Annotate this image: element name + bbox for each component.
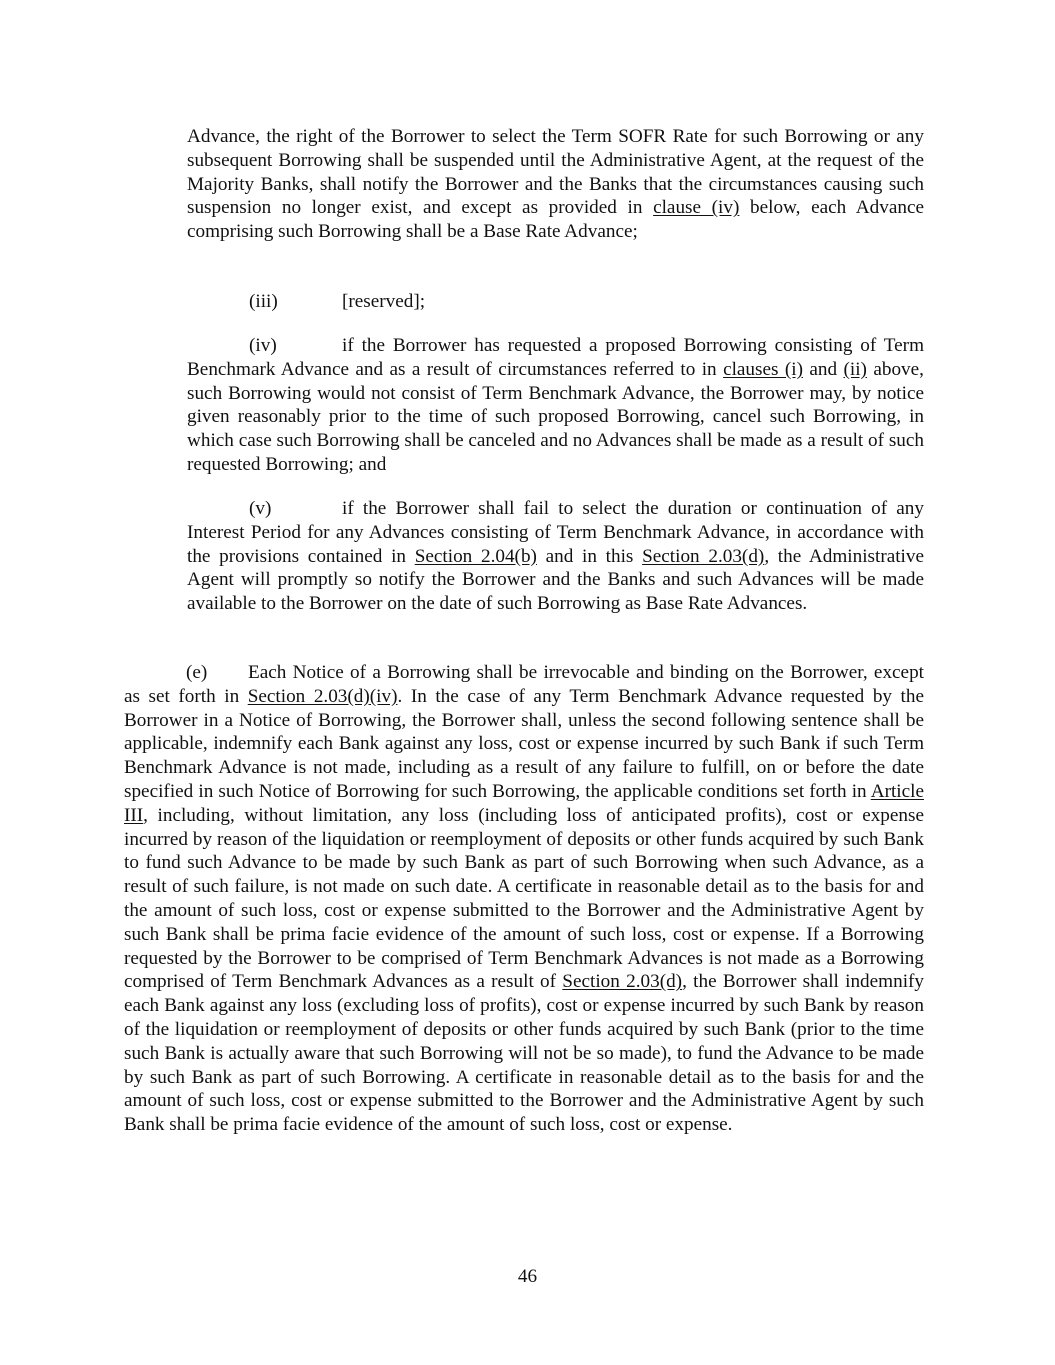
clause-number: (e) (186, 662, 208, 683)
paragraph-text: below, each Advance comprising such Borrowing shall be a Base Rate Advance; (187, 197, 924, 243)
clause-number: (iv) (249, 335, 277, 356)
cross-reference-section-2-03-d-iv: Section 2.03(d)(iv) (247, 685, 398, 707)
paragraph-text: Advance, the right of the Borrower to select the Term SOFR Rate for such Borrowing or any subsequent Borrowing shall be suspended until the Administrative Agent, at the request of the Majority Banks, shall notify the Borrower and the Banks that the circumstances causing such suspension no longer exist, and except as provided in (187, 126, 924, 219)
paragraph-text: and (802, 358, 844, 380)
cross-reference-section-2-04-b: Section 2.04(b) (414, 545, 537, 567)
paragraph-text: , including, without limitation, any loss (including loss of anticipated profits), cost or expense incurred by reason of the liquidation or reemployment of deposits or other funds acquired by such Bank to fund such Advance to be made by such Bank as part of such Borrowing when such Advance, as a result of such failure, is not made on such date. A certificate in reasonable detail as to the basis for and the amount of such loss, cost or expense submitted to the Borrower and the Administrative Agent by such Bank shall be prima facie evidence of the amount of such loss, cost or expense. If a Borrowing requested by the Borrower to be comprised of Term Benchmark Advances is not made as a Borrowing comprised of Term Benchmark Advances as a result of (124, 804, 924, 993)
paragraph-text: if the Borrower has requested a proposed Borrowing consisting of Term Benchmark Advance and as a result of circumstances referred to in (187, 335, 924, 380)
paragraph-iii (187, 290, 924, 314)
cross-reference-section-2-03-d: Section 2.03(d) (642, 545, 765, 567)
cross-reference-article-iii: Article III (124, 780, 924, 826)
paragraph-text: , the Borrower shall indemnify each Bank against any loss (excluding loss of profits), cost or expense incurred by such Bank by reason of the liquidation or reemployment of deposits or other funds acquired by such Bank (prior to the time such Bank is actually aware that such Borrowing will not be so made), to fund the Advance to be made by such Bank as part of such Borrowing. A certificate in reasonable detail as to the basis for and the amount of such loss, cost or expense submitted to the Borrower and the Administrative Agent by such Bank shall be prima facie evidence of the amount of such loss, cost or expense. (124, 971, 925, 1136)
cross-reference-clauses-i: clauses (i) (723, 358, 803, 380)
paragraph-text: above, such Borrowing would not consist of Term Benchmark Advance, the Borrower may, by notice given reasonably prior to the time of such proposed Borrowing, cancel such Borrowing, in which case such Borrowing shall be canceled and no Advances shall be made as a result of such requested Borrowing; and (187, 358, 924, 475)
paragraph-text: Each Notice of a Borrowing shall be irrevocable and binding on the Borrower, except as set forth in (124, 662, 924, 707)
paragraph-e (124, 661, 924, 1137)
paragraph-text: and in this (536, 545, 643, 567)
paragraph-v (187, 497, 924, 616)
paragraph-text: if the Borrower shall fail to select the duration or continuation of any Interest Period for any Advances consisting of Term Benchmark Advance, in accordance with the provisions contained in (187, 498, 924, 567)
paragraph-text: [reserved]; (342, 291, 426, 312)
cross-reference-clause-iv: clause (iv) (653, 197, 740, 219)
paragraph-text: . In the case of any Term Benchmark Advance requested by the Borrower in a Notice of Borrowing, the Borrower shall, unless the second following sentence shall be applicable, indemnify each Bank against any loss, cost or expense incurred by such Bank if such Term Benchmark Advance is not made, including as a result of any failure to fulfill, on or before the date specified in such Notice of Borrowing for such Borrowing, the applicable conditions set forth in (124, 685, 924, 802)
paragraph-ii-continuation (187, 125, 924, 244)
paragraph-text: , the Administrative Agent will promptly so notify the Borrower and the Banks and such Advances will be made available to the Borrower on the date of such Borrowing as Base Rate Advances. (187, 545, 924, 615)
clause-number: (iii) (249, 291, 278, 312)
cross-reference-ii: (ii) (843, 358, 867, 380)
page-number: 46 (517, 1266, 538, 1287)
clause-number: (v) (249, 498, 272, 519)
cross-reference-section-2-03-d: Section 2.03(d) (562, 971, 683, 993)
paragraph-iv (187, 334, 924, 477)
